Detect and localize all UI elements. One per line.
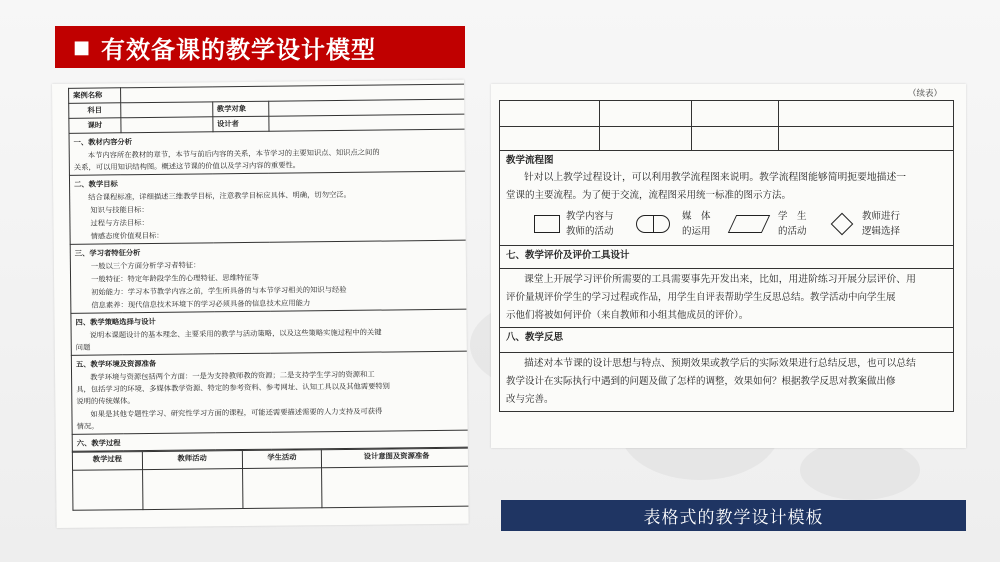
section-text: 过程与方法目标： [90, 217, 149, 228]
parallelogram-shape-icon [728, 215, 770, 233]
subject-label: 科目 [69, 103, 121, 119]
section-text: 情况。 [76, 421, 99, 431]
section-flowchart [500, 151, 954, 246]
subject-value [121, 102, 213, 118]
legend-label: 媒 体 [682, 211, 711, 222]
legend-label: 教学内容与 [566, 211, 614, 222]
section-text: 针对以上教学过程设计，可以利用教学流程图来说明。教学流程图能够简明扼要地描述一 [524, 172, 907, 183]
lesson-template-page-2 [491, 84, 966, 448]
student-col-header: 学生活动 [242, 450, 322, 469]
section-text: 如果是其他专题性学习、研究性学习方面的课程，可能还需要描述需要的人力支持及可获得 [90, 406, 383, 419]
section-title: 一、教材内容分析 [73, 137, 133, 147]
period-label: 课时 [69, 118, 121, 134]
slide-title-banner [55, 26, 465, 68]
legend-label: 教师进行 [862, 211, 901, 222]
diamond-shape-icon [831, 213, 854, 236]
section-title: 三、学习者特征分析 [74, 248, 141, 258]
section-text: 本节内容所在教材的章节，本节与前后内容的关系，本节学习的主要知识点、知识点之间的 [87, 147, 380, 160]
slide-title: 有效备课的教学设计模型 [101, 35, 377, 64]
process-cell [599, 127, 691, 151]
section-environment [71, 351, 468, 434]
process-cell [779, 101, 954, 127]
designer-label: 设计者 [212, 116, 268, 132]
section-text: 情感态度价值观目标： [90, 230, 164, 241]
section-text: 改与完善。 [506, 394, 554, 405]
section-text: 初始能力：学习本节教学内容之前，学生所具备的与本节学习相关的知识与经验 [91, 284, 347, 297]
section-text: 一般特征：特定年龄段学生的心理特征、思维特征等 [90, 272, 259, 284]
section-title: 四、教学策略选择与设计 [75, 316, 156, 327]
section-evaluation-body [500, 269, 954, 328]
section-text: 课堂上开展学习评价所需要的工具需要事先开发出来，比如，用进阶练习开展分层评价、用 [524, 274, 916, 285]
process-cell [599, 101, 691, 127]
section-text: 示他们将被如何评价（来自教师和小组其他成员的评价）。 [506, 310, 749, 321]
section-title: 八、教学反思 [506, 332, 564, 343]
legend-label: 的活动 [778, 226, 807, 237]
intent-col-header: 设计意图及资源准备 [322, 448, 469, 468]
legend-media [636, 209, 722, 239]
section-learner-analysis [70, 240, 468, 313]
process-cell [242, 468, 322, 509]
section-title: 五、教学环境及资源准备 [75, 358, 157, 369]
section-text: 具，包括学习的环境、多媒体教学资源、特定的参考资料、参考网址、认知工具以及其他需要特别 [76, 381, 390, 394]
section-text: 教学环境与资源包括两个方面：一是为支持教师教的资源；二是支持学生学习的资源和工 [90, 369, 375, 382]
lesson-template-page-1 [52, 80, 469, 528]
legend-label: 的运用 [682, 226, 711, 237]
rounded-box-shape-icon [636, 215, 670, 233]
section-text: 一般以三个方面分析学习者特征： [90, 260, 201, 271]
process-cell [500, 101, 600, 127]
section-text: 描述对本节课的设计思想与特点、预期效果或教学后的实际效果进行总结反思，也可以总结 [524, 358, 916, 369]
section-text: 信息素养：现代信息技术环境下的学习必须具备的信息技术应用能力 [91, 298, 311, 310]
section-objectives [69, 171, 468, 244]
background-map-shape [800, 440, 920, 500]
process-cell [779, 127, 954, 151]
continued-label: （续表） [907, 89, 942, 99]
section-content-analysis [69, 129, 468, 175]
process-cell [142, 469, 242, 510]
section-text: 说明的传统媒体。 [76, 396, 135, 406]
section-reflection-body [500, 353, 954, 412]
process-cell [322, 466, 469, 508]
section-title: 教学流程图 [506, 155, 554, 166]
process-cell [691, 127, 779, 151]
continued-table [499, 100, 954, 412]
period-value [121, 117, 213, 133]
process-cell [73, 470, 143, 511]
audience-label: 教学对象 [212, 101, 268, 117]
flowchart-legend [506, 205, 947, 243]
section-text: 堂课的主要流程。为了便于交流，流程图采用统一标准的图示方法。 [506, 190, 792, 201]
section-text: 问题 [75, 342, 91, 352]
process-cell [500, 127, 600, 151]
process-table [72, 448, 469, 511]
section-text: 知识与技能目标： [90, 204, 149, 215]
teacher-col-header: 教师活动 [142, 451, 242, 470]
section-title: 六、教学过程 [76, 438, 121, 448]
legend-label: 学 生 [778, 211, 807, 222]
legend-label: 逻辑选择 [862, 226, 901, 237]
section-title: 七、教学评价及评价工具设计 [506, 250, 630, 261]
process-cell [691, 101, 779, 127]
section-text: 关系，可以用知识结构图。概述这节课的价值以及学习内容的重要性。 [73, 160, 301, 172]
section-text: 教学设计在实际执行中遇到的问题及做了怎样的调整，效果如何？根据教学反思对教案做出修 [506, 376, 896, 387]
section-text: 结合课程标准，详细描述三维教学目标，注意教学目标应具体、明确，切勿空泛。 [88, 189, 351, 202]
legend-student [732, 209, 818, 239]
rectangle-shape-icon [534, 215, 560, 233]
template-caption: 表格式的教学设计模板 [501, 500, 966, 531]
lesson-template-table [68, 84, 469, 452]
case-name-label: 案例名称 [69, 88, 121, 104]
legend-content [534, 209, 626, 239]
section-strategy [71, 309, 469, 355]
section-reflection [500, 328, 954, 353]
legend-logic [828, 209, 922, 239]
process-col-header: 教学过程 [72, 452, 142, 471]
legend-label: 教师的活动 [566, 226, 614, 237]
section-evaluation [500, 246, 954, 269]
section-text: 评价量规评价学生的学习过程或作品，用学生自评表帮助学生反思总结。教学活动中向学生展 [506, 292, 896, 303]
square-bullet-icon: ■ [73, 36, 92, 58]
section-title: 二、教学目标 [74, 179, 118, 189]
section-text: 说明本课题设计的基本理念、主要采用的教学与活动策略，以及这些策略实施过程中的关键 [89, 327, 382, 340]
